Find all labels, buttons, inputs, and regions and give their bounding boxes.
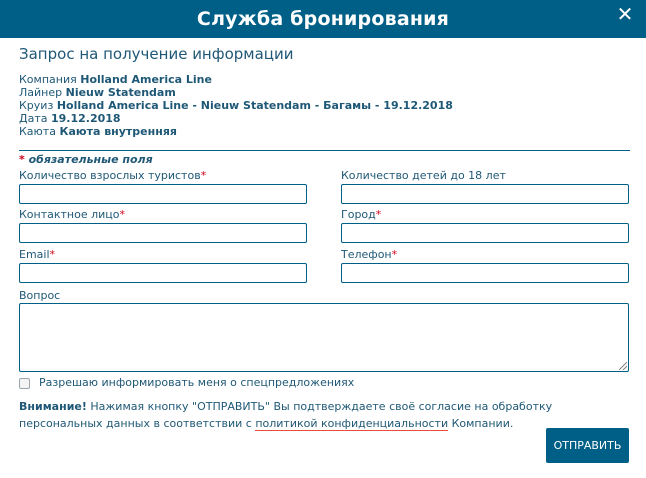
city-input[interactable] [341,223,629,243]
form-subtitle: Запрос на получение информации [19,45,294,63]
question-label: Вопрос [19,289,61,302]
city-label: Город* [341,208,382,221]
info-cabin: Каюта Каюта внутренняя [19,125,177,138]
question-wrapper [19,303,629,372]
phone-label: Телефон* [341,248,398,261]
children-input[interactable] [341,184,629,204]
separator-line [19,150,630,151]
dialog-header [0,0,646,38]
email-input[interactable] [19,263,307,283]
email-label: Email* [19,248,56,261]
adults-label: Количество взрослых туристов* [19,169,207,182]
resize-grip-icon[interactable] [619,362,627,370]
dialog-title: Служба бронирования [196,8,450,30]
consent-checkbox-label[interactable]: Разрешаю информировать меня о спецпредложениях [39,376,355,389]
submit-button[interactable]: ОТПРАВИТЬ [546,428,629,463]
booking-info [19,73,453,138]
contact-label: Контактное лицо* [19,208,126,221]
required-fields-note: * обязательные поля [19,153,153,166]
info-cruise: Круиз Holland America Line - Nieuw Statendam - Багамы - 19.12.2018 [19,99,453,112]
consent-checkbox[interactable] [19,378,30,389]
info-ship: Лайнер Nieuw Statendam [19,86,176,99]
contact-input[interactable] [19,223,307,243]
privacy-policy-link[interactable]: политикой конфиденциальности [255,417,449,430]
children-label: Количество детей до 18 лет [341,169,506,182]
privacy-notice: Внимание! Нажимая кнопку "ОТПРАВИТЬ" Вы подтверждаете своё согласие на обработку персональных данных в соответствии с политикой конфиденциальности Компании. [19,400,553,430]
question-textarea[interactable] [19,303,629,372]
info-date: Дата 19.12.2018 [19,112,121,125]
info-company: Компания Holland America Line [19,73,212,86]
adults-input[interactable] [19,184,307,204]
phone-input[interactable] [341,263,629,283]
close-icon[interactable]: ✕ [616,2,634,26]
